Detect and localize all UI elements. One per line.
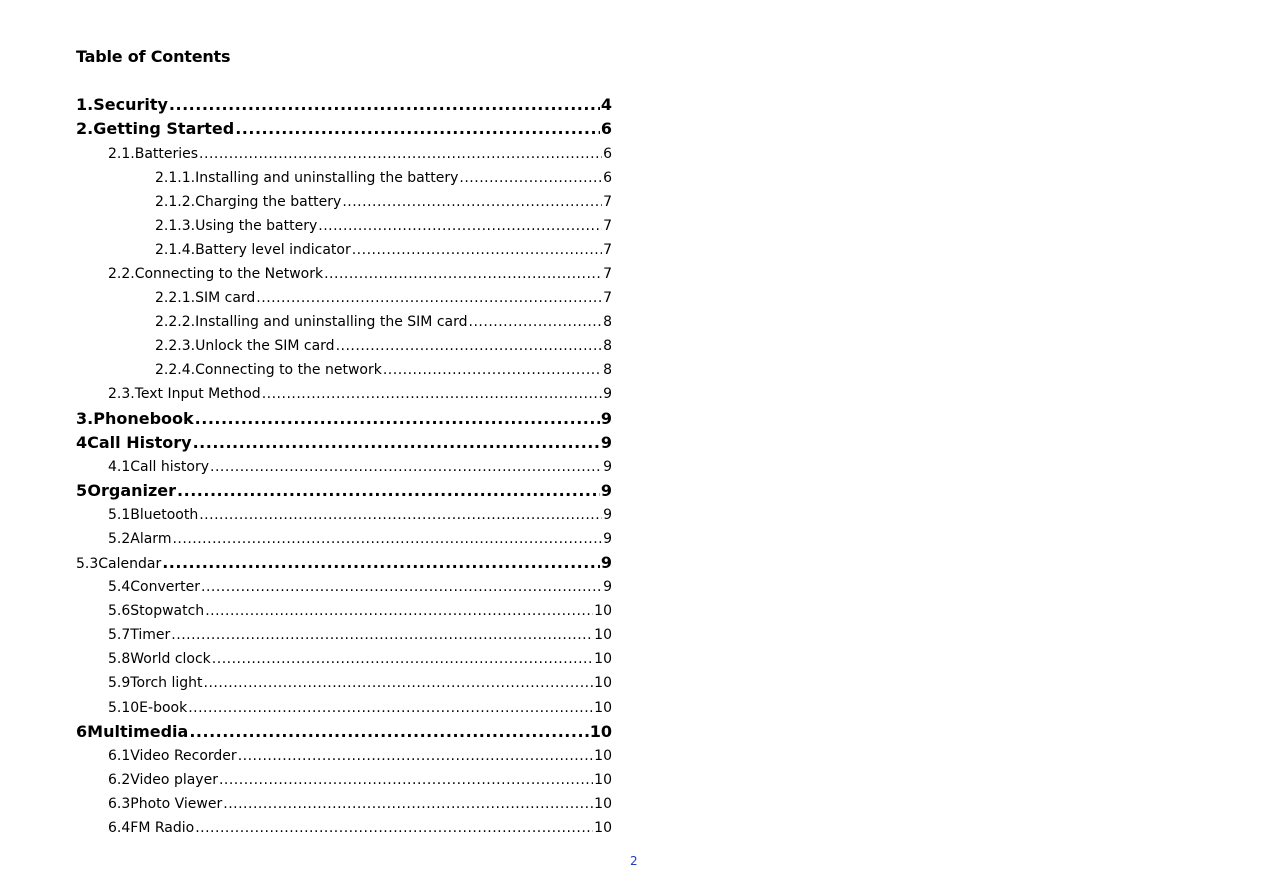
toc-entry-number: 6.4: [108, 820, 131, 836]
toc-entry-number: 2.1.2.: [155, 194, 196, 210]
toc-entry-label: World clock: [130, 651, 211, 667]
toc-entry-number: 6.2: [108, 772, 131, 788]
toc-entry-label: Video player: [130, 772, 218, 788]
toc-leader-dots: [189, 721, 588, 743]
toc-entry-label: Installing and uninstalling the battery: [195, 170, 459, 186]
toc-entry-number: 2.2.1.: [155, 290, 196, 306]
toc-entry-number: 2.2.4.: [155, 362, 196, 378]
toc-entry-number: 2.1.: [108, 146, 135, 162]
toc-entry-page: 10: [594, 603, 612, 619]
toc-entry-page: 10: [594, 651, 612, 667]
toc-entry-label: Organizer: [87, 481, 177, 500]
toc-leader-dots: [201, 576, 602, 598]
toc-entry-label: Video Recorder: [130, 748, 237, 764]
toc-entry-number: 3.: [76, 409, 94, 428]
toc-entry[interactable]: [76, 408, 612, 430]
toc-entry-number: 6.3: [108, 796, 131, 812]
toc-entry[interactable]: [155, 287, 612, 309]
toc-leader-dots: [238, 745, 593, 767]
toc-entry-number: 6: [76, 722, 88, 741]
toc-entry-label: Connecting to the Network: [134, 266, 324, 282]
toc-entry-label: Photo Viewer: [130, 796, 223, 812]
toc-entry-label: SIM card: [195, 290, 256, 306]
toc-leader-dots: [188, 697, 593, 719]
toc-leader-dots: [169, 94, 600, 116]
toc-entry-label: Calendar: [98, 556, 162, 572]
toc-entry[interactable]: [155, 167, 612, 189]
toc-entry-number: 5.2: [108, 531, 131, 547]
toc-entry[interactable]: [155, 191, 612, 213]
toc-entry-label: Connecting to the network: [195, 362, 382, 378]
page-title: Table of Contents: [76, 47, 231, 66]
toc-entry-page: 7: [603, 242, 612, 258]
toc-entry[interactable]: [108, 793, 612, 815]
toc-entry[interactable]: [108, 672, 612, 694]
toc-entry-page: 7: [603, 218, 612, 234]
toc-leader-dots: [318, 215, 602, 237]
toc-entry-label: Call history: [130, 459, 210, 475]
toc-entry-label: Timer: [130, 627, 171, 643]
toc-entry[interactable]: [108, 769, 612, 791]
toc-entry-page: 8: [603, 362, 612, 378]
toc-entry[interactable]: [108, 817, 612, 839]
toc-entry-number: 5.1: [108, 507, 131, 523]
toc-entry-number: 5.8: [108, 651, 131, 667]
toc-entry[interactable]: [76, 721, 612, 743]
toc-entry-page: 7: [603, 290, 612, 306]
toc-entry-number: 4: [76, 433, 88, 452]
toc-entry-label: Call History: [87, 433, 192, 452]
toc-entry[interactable]: [108, 745, 612, 767]
toc-entry-page: 9: [600, 433, 612, 452]
toc-leader-dots: [172, 528, 602, 550]
toc-leader-dots: [336, 335, 603, 357]
toc-entry-number: 2.2.: [108, 266, 135, 282]
toc-entry-label: Battery level indicator: [195, 242, 351, 258]
toc-entry[interactable]: [76, 94, 612, 116]
toc-entry-number: 2.2.3.: [155, 338, 196, 354]
toc-entry-page: 10: [594, 627, 612, 643]
toc-entry-page: 4: [600, 95, 612, 114]
toc-entry-label: Multimedia: [87, 722, 189, 741]
toc-entry[interactable]: [155, 335, 612, 357]
toc-leader-dots: [256, 287, 602, 309]
toc-leader-dots: [162, 552, 600, 574]
toc-entry-page: 10: [589, 722, 612, 741]
toc-entry-number: 2.1.4.: [155, 242, 196, 258]
toc-entry-page: 7: [603, 194, 612, 210]
toc-entry-page: 10: [594, 772, 612, 788]
toc-entry-label: Torch light: [130, 675, 203, 691]
toc-entry[interactable]: [108, 697, 612, 719]
toc-entry-label: Installing and uninstalling the SIM card: [195, 314, 468, 330]
toc-leader-dots: [193, 432, 600, 454]
toc-entry-page: 10: [594, 820, 612, 836]
toc-entry-number: 5.3: [76, 556, 99, 572]
toc-entry-label: Getting Started: [93, 119, 235, 138]
toc-entry-label: Unlock the SIM card: [195, 338, 335, 354]
toc-entry-label: Stopwatch: [130, 603, 205, 619]
toc-entry-label: Converter: [130, 579, 200, 595]
toc-leader-dots: [352, 239, 602, 261]
toc-entry-page: 9: [603, 459, 612, 475]
toc-entry-page: 6: [603, 146, 612, 162]
toc-entry-label: FM Radio: [130, 820, 195, 836]
toc-entry-page: 9: [603, 531, 612, 547]
toc-entry[interactable]: [108, 263, 612, 285]
toc-leader-dots: [235, 118, 600, 140]
toc-entry-page: 10: [594, 796, 612, 812]
toc-leader-dots: [199, 143, 602, 165]
toc-entry-number: 5.7: [108, 627, 131, 643]
toc-entry[interactable]: [76, 480, 612, 502]
toc-entry-number: 2.: [76, 119, 94, 138]
toc-entry-page: 9: [603, 507, 612, 523]
toc-leader-dots: [383, 359, 602, 381]
toc-entry[interactable]: [108, 456, 612, 478]
toc-leader-dots: [195, 408, 600, 430]
toc-entry[interactable]: [76, 432, 612, 454]
toc-entry-number: 2.1.1.: [155, 170, 196, 186]
toc-entry-number: 2.1.3.: [155, 218, 196, 234]
toc-entry-label: Batteries: [134, 146, 199, 162]
toc-entry[interactable]: [155, 239, 612, 261]
toc-entry-label: Security: [93, 95, 168, 114]
toc-leader-dots: [324, 263, 602, 285]
toc-entry-page: 9: [600, 553, 612, 572]
toc-entry-number: 2.3.: [108, 386, 135, 402]
toc-entry[interactable]: [76, 118, 612, 140]
toc-leader-dots: [223, 793, 593, 815]
toc-entry-number: 5.10: [108, 700, 140, 716]
toc-entry-number: 4.1: [108, 459, 131, 475]
toc-entry-label: E-book: [139, 700, 188, 716]
toc-entry[interactable]: [76, 552, 612, 574]
toc-entry-label: Phonebook: [93, 409, 194, 428]
toc-leader-dots: [195, 817, 593, 839]
toc-entry-page: 10: [594, 675, 612, 691]
toc-entry-page: 7: [603, 266, 612, 282]
toc-entry-number: 6.1: [108, 748, 131, 764]
toc-entry-page: 9: [603, 579, 612, 595]
toc-leader-dots: [199, 504, 602, 526]
toc-leader-dots: [212, 648, 593, 670]
toc-entry[interactable]: [108, 600, 612, 622]
toc-leader-dots: [219, 769, 593, 791]
toc-entry[interactable]: [108, 504, 612, 526]
toc-entry-page: 6: [603, 170, 612, 186]
page-number: 2: [630, 854, 638, 868]
toc-entry[interactable]: [108, 143, 612, 165]
toc-leader-dots: [459, 167, 602, 189]
toc-entry[interactable]: [108, 648, 612, 670]
toc-entry-label: Bluetooth: [130, 507, 199, 523]
toc-entry-number: 5: [76, 481, 88, 500]
toc-entry-number: 5.9: [108, 675, 131, 691]
toc-entry-label: Using the battery: [195, 218, 318, 234]
toc-leader-dots: [171, 624, 593, 646]
toc-entry-page: 10: [594, 700, 612, 716]
toc-entry-page: 9: [600, 481, 612, 500]
toc-leader-dots: [469, 311, 603, 333]
toc-entry[interactable]: [155, 359, 612, 381]
toc-entry[interactable]: [108, 576, 612, 598]
toc-entry[interactable]: [108, 624, 612, 646]
toc-entry-label: Text Input Method: [134, 386, 261, 402]
toc-leader-dots: [262, 383, 602, 405]
toc-entry[interactable]: [155, 311, 612, 333]
toc-entry-number: 5.4: [108, 579, 131, 595]
toc-leader-dots: [204, 672, 594, 694]
toc-entry[interactable]: [155, 215, 612, 237]
toc-entry-number: 1.: [76, 95, 94, 114]
toc-leader-dots: [210, 456, 602, 478]
toc-leader-dots: [342, 191, 602, 213]
toc-entry-page: 8: [603, 314, 612, 330]
toc-entry-page: 6: [600, 119, 612, 138]
toc-entry[interactable]: [108, 383, 612, 405]
toc-entry-number: 2.2.2.: [155, 314, 196, 330]
toc-entry-page: 9: [600, 409, 612, 428]
toc-entry-number: 5.6: [108, 603, 131, 619]
toc-leader-dots: [177, 480, 600, 502]
toc-entry-page: 9: [603, 386, 612, 402]
toc-entry-label: Charging the battery: [195, 194, 342, 210]
toc-entry-page: 10: [594, 748, 612, 764]
toc-entry-page: 8: [603, 338, 612, 354]
toc-leader-dots: [205, 600, 593, 622]
toc-entry[interactable]: [108, 528, 612, 550]
toc-entry-label: Alarm: [130, 531, 172, 547]
